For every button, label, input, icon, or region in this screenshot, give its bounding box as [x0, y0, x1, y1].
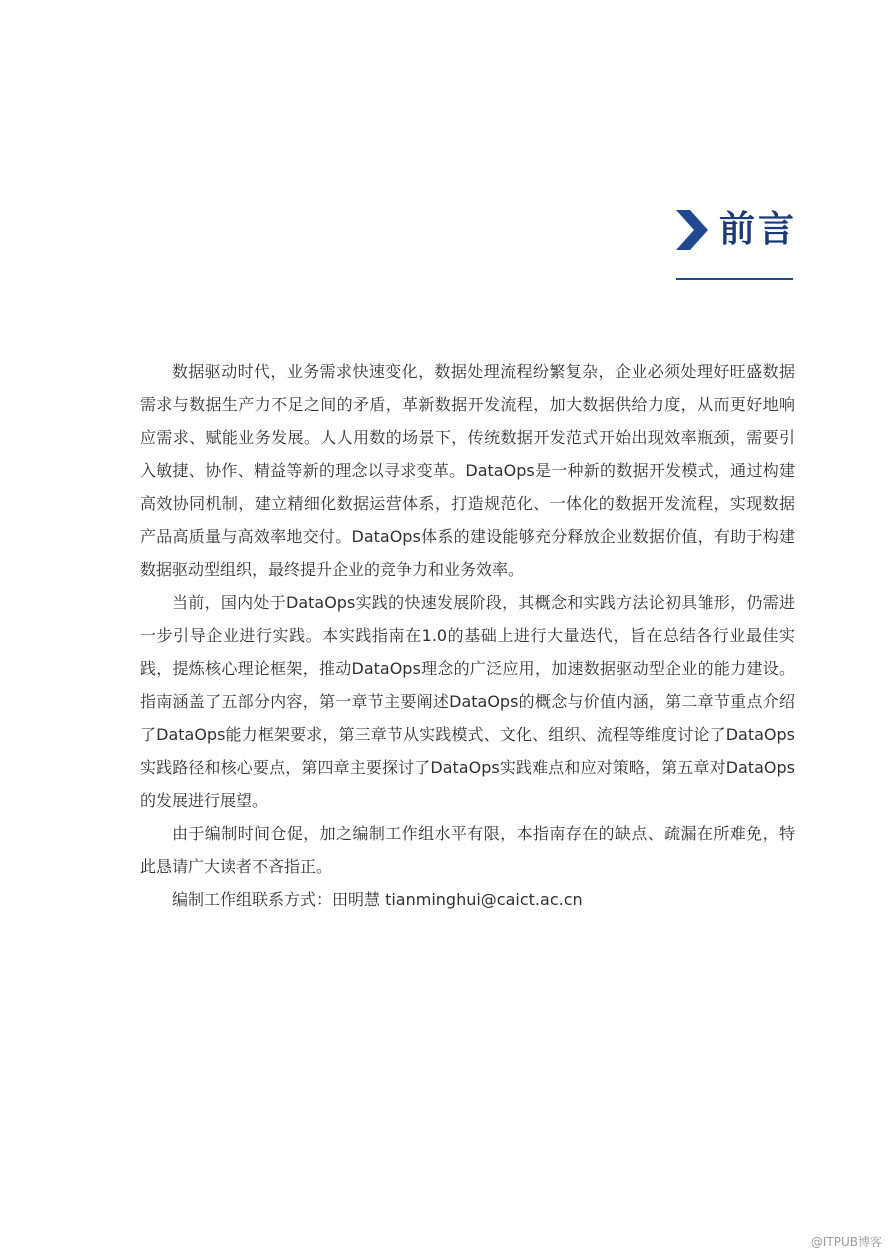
chevron-right-icon: [676, 210, 708, 250]
preface-body: [140, 355, 795, 916]
page-title: 前言: [719, 209, 798, 250]
section-header: [676, 207, 798, 253]
paragraph-contact: 编制工作组联系方式：田明慧 tianminghui@caict.ac.cn: [172, 890, 583, 909]
watermark: @ITPUB博客: [810, 1235, 882, 1249]
title-underline: [676, 278, 793, 280]
paragraph-intro: 数据驱动时代，业务需求快速变化，数据处理流程纷繁复杂，企业必须处理好旺盛数据需求与数据生产力不足之间的矛盾，革新数据开发流程，加大数据供给力度，从而更好地响应需求、赋能业务发展。人人用数的场景下，传统数据开发范式开始出现效率瓶颈，需要引入敏捷、协作、精益等新的理念以寻求变革。DataOps是一种新的数据开发模式，通过构建高效协同机制，建立精细化数据运营体系，打造规范化、一体化的数据开发流程，实现数据产品高质量与高效率地交付。DataOps体系的建设能够充分释放企业数据价值，有助于构建数据驱动型组织，最终提升企业的竞争力和业务效率。: [140, 362, 795, 579]
paragraph-disclaimer: 由于编制时间仓促，加之编制工作组水平有限，本指南存在的缺点、疏漏在所难免，特此恳请广大读者不吝指正。: [140, 824, 795, 876]
paragraph-current-status: 当前，国内处于DataOps实践的快速发展阶段，其概念和实践方法论初具雏形，仍需进一步引导企业进行实践。本实践指南在1.0的基础上进行大量迭代，旨在总结各行业最佳实践，提炼核心理论框架，推动DataOps理念的广泛应用，加速数据驱动型企业的能力建设。指南涵盖了五部分内容，第一章节主要阐述DataOps的概念与价值内涵，第二章节重点介绍了DataOps能力框架要求，第三章节从实践模式、文化、组织、流程等维度讨论了DataOps实践路径和核心要点，第四章主要探讨了DataOps实践难点和应对策略，第五章对DataOps的发展进行展望。: [140, 593, 795, 810]
